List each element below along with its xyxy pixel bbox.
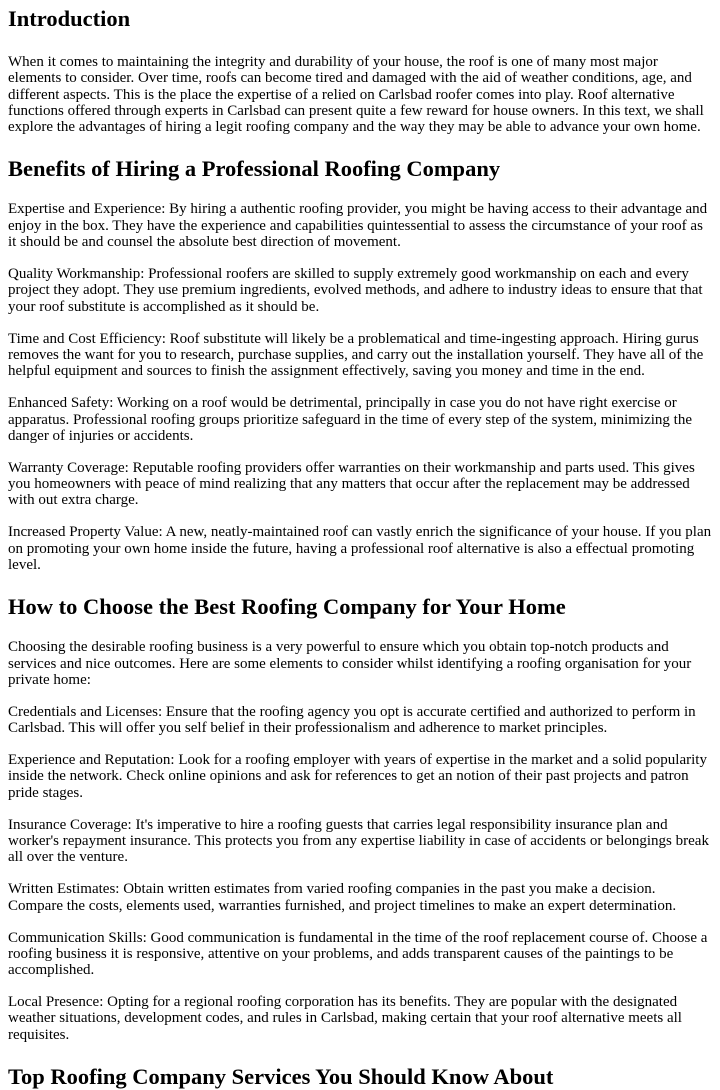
paragraph-reputation: Experience and Reputation: Look for a roofing employer with years of expertise in the market and a solid popularity inside the network. Check online opinions and ask for references to get an notion of their past projects and patron pride stages. xyxy=(8,752,707,801)
paragraph-warranty: Warranty Coverage: Reputable roofing providers offer warranties on their workmanship and parts used. This gives you homeowners with peace of mind realizing that any matters that occur after the replacement may be addressed with out extra charge. xyxy=(8,459,695,509)
section-heading-introduction: Introduction xyxy=(8,6,131,31)
paragraph-property-value: Increased Property Value: A new, neatly-maintained roof can vastly enrich the significance of your house. If you plan on promoting your own home inside the future, having a professional roof alternative is also a effectual promoting level. xyxy=(8,524,712,573)
benefits-list xyxy=(8,201,712,573)
choose-list xyxy=(8,639,712,1043)
paragraph-safety: Enhanced Safety: Working on a roof would be detrimental, principally in case you do not have right exercise or apparatus. Professional roofing groups prioritize safeguard in the time of every step of the system, minimizing the danger of injuries or accidents. xyxy=(8,395,692,444)
section-heading-services: Top Roofing Company Services You Should Know About xyxy=(8,1064,554,1090)
paragraph-estimates: Written Estimates: Obtain written estimates from varied roofing companies in the past you make a decision. Compare the costs, elements used, warranties furnished, and project timelines to make an expert determination. xyxy=(8,881,677,914)
section-heading-choose: How to Choose the Best Roofing Company for Your Home xyxy=(8,594,566,620)
paragraph-choose-intro: Choosing the desirable roofing business is a very powerful to ensure which you obtain top-notch products and services and nice outcomes. Here are some elements to consider whilst identifying a roofing organisation for your private home: xyxy=(8,639,692,688)
paragraph-time-cost: Time and Cost Efficiency: Roof substitute will likely be a problematical and time-ingesting approach. Hiring gurus removes the want for you to research, purchase supplies, and carry out the installation yourself. They have all of the helpful equipment and sources to finish the assignment effectively, saving you money and time in the end. xyxy=(8,330,704,380)
section-heading-benefits: Benefits of Hiring a Professional Roofing Company xyxy=(8,156,501,182)
paragraph-introduction: When it comes to maintaining the integrity and durability of your house, the roof is one of many most major elements to consider. Over time, roofs can become tired and damaged with the aid of weather conditions, age, and different aspects. This is the place the expertise of a relied on Carlsbad roofer comes into play. Roof alternative functions offered through experts in Carlsbad can present quite a few reward for house owners. In this text, we shall explore the advantages of hiring a legit roofing company and the way they may be able to advance your own home. xyxy=(8,54,704,136)
paragraph-insurance: Insurance Coverage: It's imperative to hire a roofing guests that carries legal responsibility insurance plan and worker's repayment insurance. This protects you from any expertise liability in case of accidents or belongings break all over the venture. xyxy=(8,816,709,866)
paragraph-communication: Communication Skills: Good communication is fundamental in the time of the roof replacement course of. Choose a roofing business it is responsive, attentive on your problems, and adds transparent causes of the paintings to be accomplished. xyxy=(8,929,708,979)
paragraph-quality-workmanship: Quality Workmanship: Professional roofers are skilled to supply extremely good workmanship on each and every project they adopt. They use premium ingredients, evolved methods, and adhere to industry ideas to ensure that that your roof substitute is accomplished as it should be. xyxy=(8,266,703,315)
paragraph-expertise: Expertise and Experience: By hiring a authentic roofing provider, you might be having access to their advantage and enjoy in the box. They have the experience and capabilities quintessential to assess the circumstance of your roof as it should be and counsel the absolute best direction of movement. xyxy=(8,201,708,251)
paragraph-credentials: Credentials and Licenses: Ensure that the roofing agency you opt is accurate certified and authorized to perform in Carlsbad. This will offer you self belief in their professionalism and adherence to market principles. xyxy=(8,703,696,737)
article xyxy=(0,6,720,1090)
paragraph-local-presence: Local Presence: Opting for a regional roofing corporation has its benefits. They are popular with the designated weather situations, development codes, and rules in Carlsbad, making certain that your roof alternative meets all requisites. xyxy=(8,994,682,1043)
